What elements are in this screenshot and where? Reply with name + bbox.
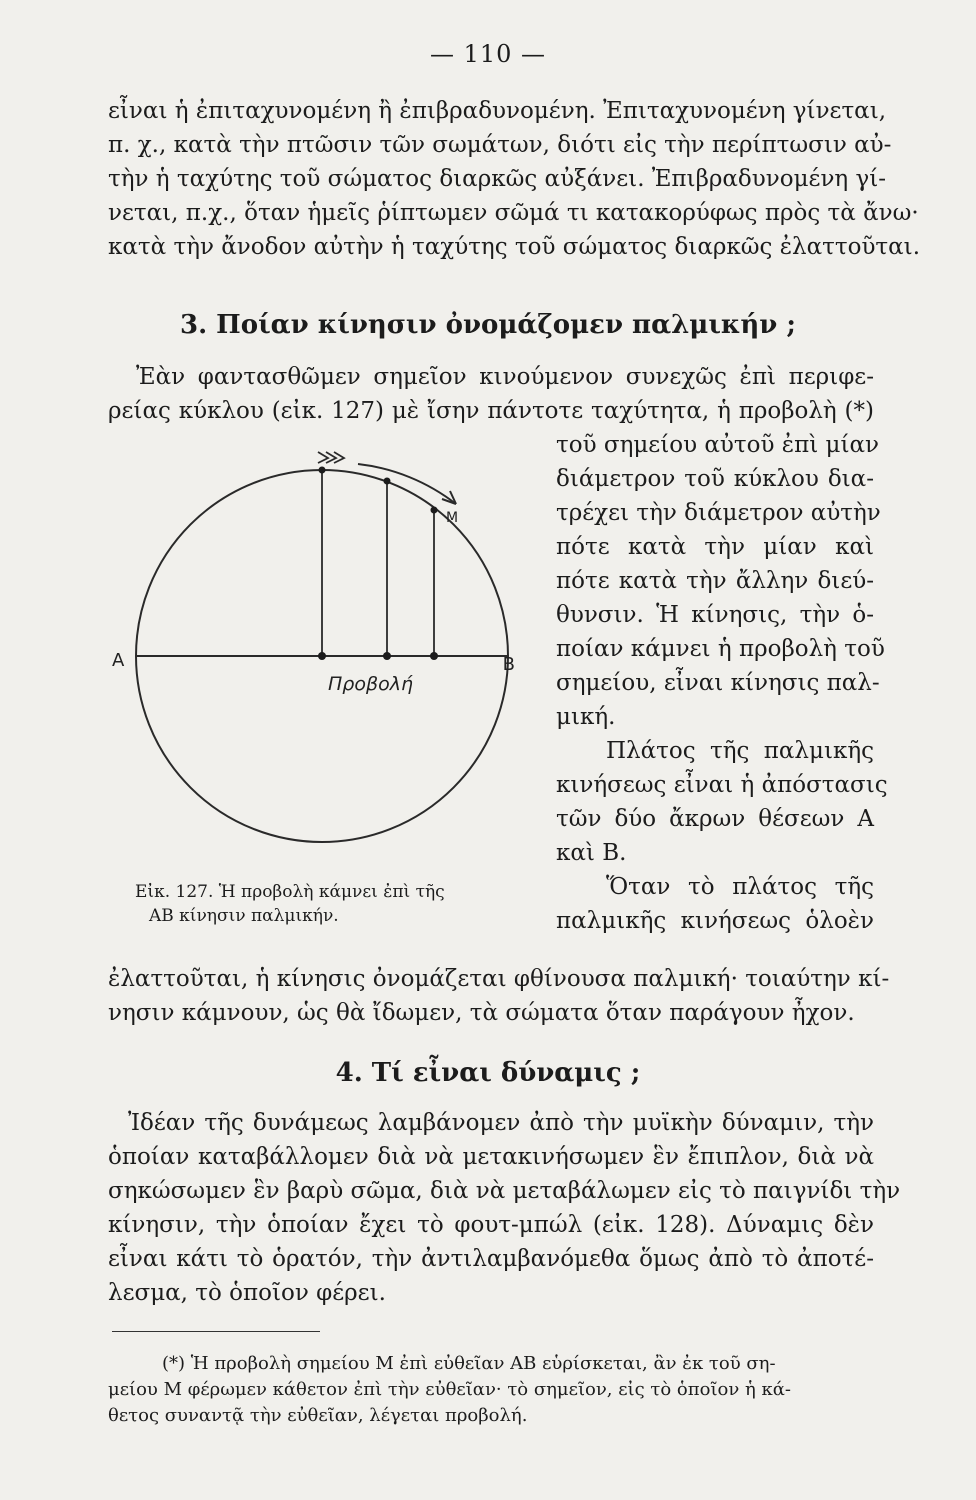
- projection-point: [383, 652, 391, 660]
- projection-point: [318, 652, 326, 660]
- text-line: π. χ., κατὰ τὴν πτῶσιν τῶν σωμάτων, διότι εἰς τὴν περίπτωσιν αὐ-: [108, 132, 892, 158]
- section3-closing: [108, 962, 890, 1030]
- text-line: σημείου, εἶναι κίνησις παλ-: [556, 670, 880, 696]
- text-line: νησιν κάμνουν, ὡς θὰ ἴδωμεν, τὰ σώματα ὅταν παράγουν ἦχον.: [108, 1000, 855, 1026]
- text-line: διάμετρον τοῦ κύκλου δια-: [556, 466, 874, 492]
- label-a: Α: [112, 650, 125, 671]
- text-line: ὁποίαν καταβάλλομεν διὰ νὰ μετακινήσωμεν ἓν ἔπιπλον, διὰ νὰ: [108, 1144, 874, 1170]
- text-line: νεται, π.χ., ὅταν ἡμεῖς ῥίπτωμεν σῶμά τι κατακορύφως πρὸς τὰ ἄνω·: [108, 200, 919, 226]
- page-number: — 110 —: [429, 40, 547, 68]
- text-line: λεσμα, τὸ ὁποῖον φέρει.: [108, 1280, 386, 1306]
- projection-label: Προβολή: [328, 673, 414, 695]
- text-line: Ἰδέαν τῆς δυνάμεως λαμβάνομεν ἀπὸ τὴν μυϊκὴν δύναμιν, τὴν: [128, 1110, 874, 1136]
- text-line: τῶν δύο ἄκρων θέσεων Α: [556, 806, 874, 832]
- section-heading-3: 3. Ποίαν κίνησιν ὀνομάζομεν παλμικήν ;: [179, 310, 796, 340]
- caption-line: ΑΒ κίνησιν παλμικήν.: [149, 906, 339, 926]
- chevrons-icon: [318, 452, 344, 463]
- text-line: θυνσιν. Ἡ κίνησις, τὴν ὁ-: [556, 602, 874, 628]
- text-line: εἶναι ἡ ἐπιταχυνομένη ἢ ἐπιβραδυνομένη. Ἐπιταχυνομένη γίνεται,: [108, 98, 887, 124]
- intro-paragraph: [108, 94, 921, 264]
- section3-opening: [108, 360, 874, 428]
- footnote-line: (*) Ἡ προβολὴ σημείου Μ ἐπὶ εὐθεῖαν ΑΒ εὑρίσκεται, ἂν ἐκ τοῦ ση-: [162, 1353, 776, 1374]
- text-line: πότε κατὰ τὴν ἄλλην διεύ-: [556, 568, 874, 594]
- caption-line: Εἰκ. 127. Ἡ προβολὴ κάμνει ἐπὶ τῆς: [135, 882, 445, 902]
- text-line: κινήσεως εἶναι ἡ ἀπόστασις: [556, 772, 888, 798]
- text-line: πότε κατὰ τὴν μίαν καὶ: [556, 534, 874, 560]
- section-heading-4: 4. Τί εἶναι δύναμις ;: [335, 1058, 641, 1088]
- footnote-line: μείου Μ φέρωμεν κάθετον ἐπὶ τὴν εὐθεῖαν· τὸ σημεῖον, εἰς τὸ ὁποῖον ἡ κά-: [108, 1379, 791, 1400]
- footnote: [108, 1351, 874, 1429]
- text-line: Πλάτος τῆς παλμικῆς: [606, 738, 874, 764]
- text-line: κίνησιν, τὴν ὁποίαν ἔχει τὸ φουτ-μπώλ (εἰκ. 128). Δύναμις δὲν: [108, 1212, 874, 1238]
- label-b: Β: [502, 654, 515, 675]
- text-line: κατὰ τὴν ἄνοδον αὐτὴν ἡ ταχύτης τοῦ σώματος διαρκῶς ἐλαττοῦται.: [108, 234, 921, 260]
- figure-caption: [135, 880, 445, 928]
- footnote-rule: [112, 1331, 320, 1332]
- point-m: [431, 507, 438, 514]
- text-line: σηκώσωμεν ἓν βαρὺ σῶμα, διὰ νὰ μεταβάλωμεν εἰς τὸ παιγνίδι τὴν: [108, 1178, 901, 1204]
- text-line: ἐλαττοῦται, ἡ κίνησις ὀνομάζεται φθίνουσα παλμική· τοιαύτην κί-: [108, 966, 890, 992]
- text-line: παλμικῆς κινήσεως ὁλοὲν: [556, 908, 874, 934]
- circle-point: [384, 478, 391, 485]
- text-line: τοῦ σημείου αὐτοῦ ἐπὶ μίαν: [556, 432, 880, 458]
- text-line: ποίαν κάμνει ἡ προβολὴ τοῦ: [556, 636, 885, 662]
- text-line: τρέχει τὴν διάμετρον αὐτὴν: [556, 500, 881, 526]
- text-line: ρείας κύκλου (εἰκ. 127) μὲ ἴσην πάντοτε ταχύτητα, ἡ προβολὴ (*): [108, 398, 874, 424]
- text-line: τὴν ἡ ταχύτης τοῦ σώματος διαρκῶς αὐξάνει. Ἐπιβραδυνομένη γί-: [108, 166, 887, 192]
- text-line: Ἐὰν φαντασθῶμεν σημεῖον κινούμενον συνεχῶς ἐπὶ περιφε-: [136, 364, 874, 390]
- figure-127: [100, 440, 520, 880]
- circle-point: [319, 467, 326, 474]
- section3-column: [556, 428, 888, 938]
- text-line: εἶναι κάτι τὸ ὁρατόν, τὴν ἀντιλαμβανόμεθα ὅμως ἀπὸ τὸ ἀποτέ-: [108, 1246, 874, 1272]
- motion-arrow: [358, 464, 456, 504]
- text-line: Ὅταν τὸ πλάτος τῆς: [606, 874, 874, 900]
- text-line: καὶ Β.: [556, 840, 627, 866]
- footnote-line: θετος συναντᾷ τὴν εὐθεῖαν, λέγεται προβολή.: [108, 1405, 528, 1426]
- projection-point: [430, 652, 438, 660]
- text-line: μική.: [556, 704, 616, 730]
- section4-paragraph: [108, 1106, 901, 1310]
- label-m: Μ: [446, 510, 459, 526]
